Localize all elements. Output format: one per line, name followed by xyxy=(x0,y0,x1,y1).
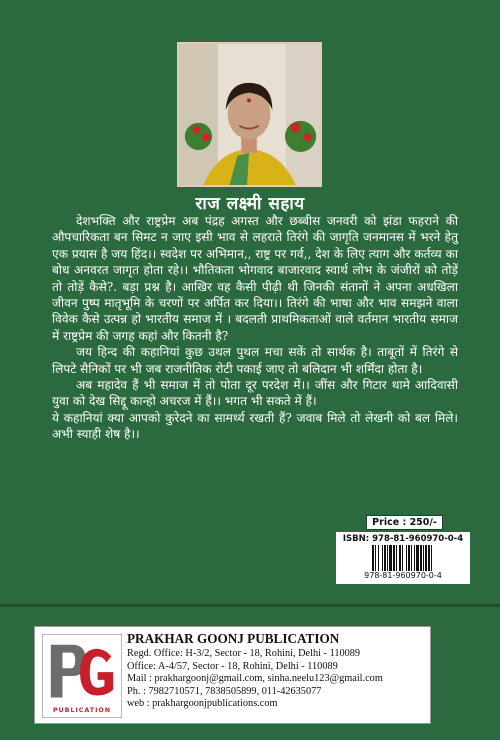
publisher-info xyxy=(127,631,427,711)
blurb-paragraph: जय हिन्द की कहानियां कुछ उथल पुथल मचा सकें तो सार्थक है। ताबूतों में तिरंगे से लिपटे सैनिकों पर भी जब राजनीतिक रोटी पकाई जाए तो बलिदान भी शर्मिंदा होता है। xyxy=(52,345,458,376)
isbn-barcode-box xyxy=(336,532,470,584)
publisher-box xyxy=(34,626,431,724)
blurb-paragraph: देशभक्ति और राष्ट्रप्रेम अब पंद्रह अगस्त और छब्बीस जनवरी को झंडा फहराने की औपचारिकता बन सिमट न जाए इसी भाव से लहराते तिरंगे की जागृति जनमानस में भरने हेतु एक प्रयास है जय हिंद।। स्वदेश पर अभिमान,, राष्ट्र पर गर्व,, देश के लिए त्याग और कर्तव्य का बोध अनवरत जागृत होता रहे।। भौतिकता भोगवाद बाजारवाद स्वार्थ लोभ के जंजीरों को तोड़ें तो तोड़ें कैसे?. बड़ा प्रश्न है। आखिर वह कैसी पीढ़ी थी जिनकी संतानों ने अपना अधखिला जीवन पुष्प मातृभूमि के चरणों पर अर्पित कर दिया।। तिरंगे की भाषा और भाव समझने वाला विवेक कैसे उत्पन्न हो भारतीय समाज में । बदलती प्राथमिकताओं वाले वर्तमान भारतीय समाज में राष्ट्रप्रेम की जगह कहां और कितनी है? xyxy=(52,214,458,343)
publisher-name: PRAKHAR GOONJ PUBLICATION xyxy=(127,631,340,646)
mail-line: Mail : prakhargoonj@gmail.com, sinha.neelu123@gmail.com xyxy=(127,673,383,685)
isbn-number: 978-81-960970-0-4 xyxy=(364,571,442,580)
section-divider xyxy=(0,604,500,607)
author-portrait-image xyxy=(179,44,320,185)
blurb-paragraph: ये कहानियां क्या आपको कुरेदने का सामर्थ्य रखती हैं? जवाब मिले तो लेखनी को बल मिले। अभी स्याही शेष है।। xyxy=(52,410,458,442)
isbn-label: ISBN: 978-81-960970-0-4 xyxy=(342,534,464,544)
author-photo xyxy=(177,42,322,187)
regd-office-line: Regd. Office: H-3/2, Sector - 18, Rohini, Delhi - 110089 xyxy=(127,648,361,659)
logo-caption: PUBLICATION xyxy=(52,707,112,715)
phone-line: Ph. : 7982710571, 7838505899, 011-42635077 xyxy=(127,685,322,697)
blurb xyxy=(52,213,458,443)
office-line: Office: A-4/57, Sector - 18, Rohini, Delhi - 110089 xyxy=(127,660,338,672)
web-line: web : prakhargoonjpublications.com xyxy=(127,698,278,710)
publisher-logo xyxy=(42,634,122,718)
pg-logo-icon xyxy=(43,635,121,717)
barcode-icon xyxy=(340,545,466,571)
author-name: राज लक्ष्मी सहाय xyxy=(195,194,305,214)
blurb-paragraph: अब महादेव हैं भी समाज में तो पोता दूर परदेश में।। जींस और गिटार थामे आदिवासी युवा को देख सिद्दू कान्हो अचरज में हैं।। भगत भी सकते में हैं। xyxy=(52,378,458,409)
price-label: Price : 250/- xyxy=(366,515,443,530)
